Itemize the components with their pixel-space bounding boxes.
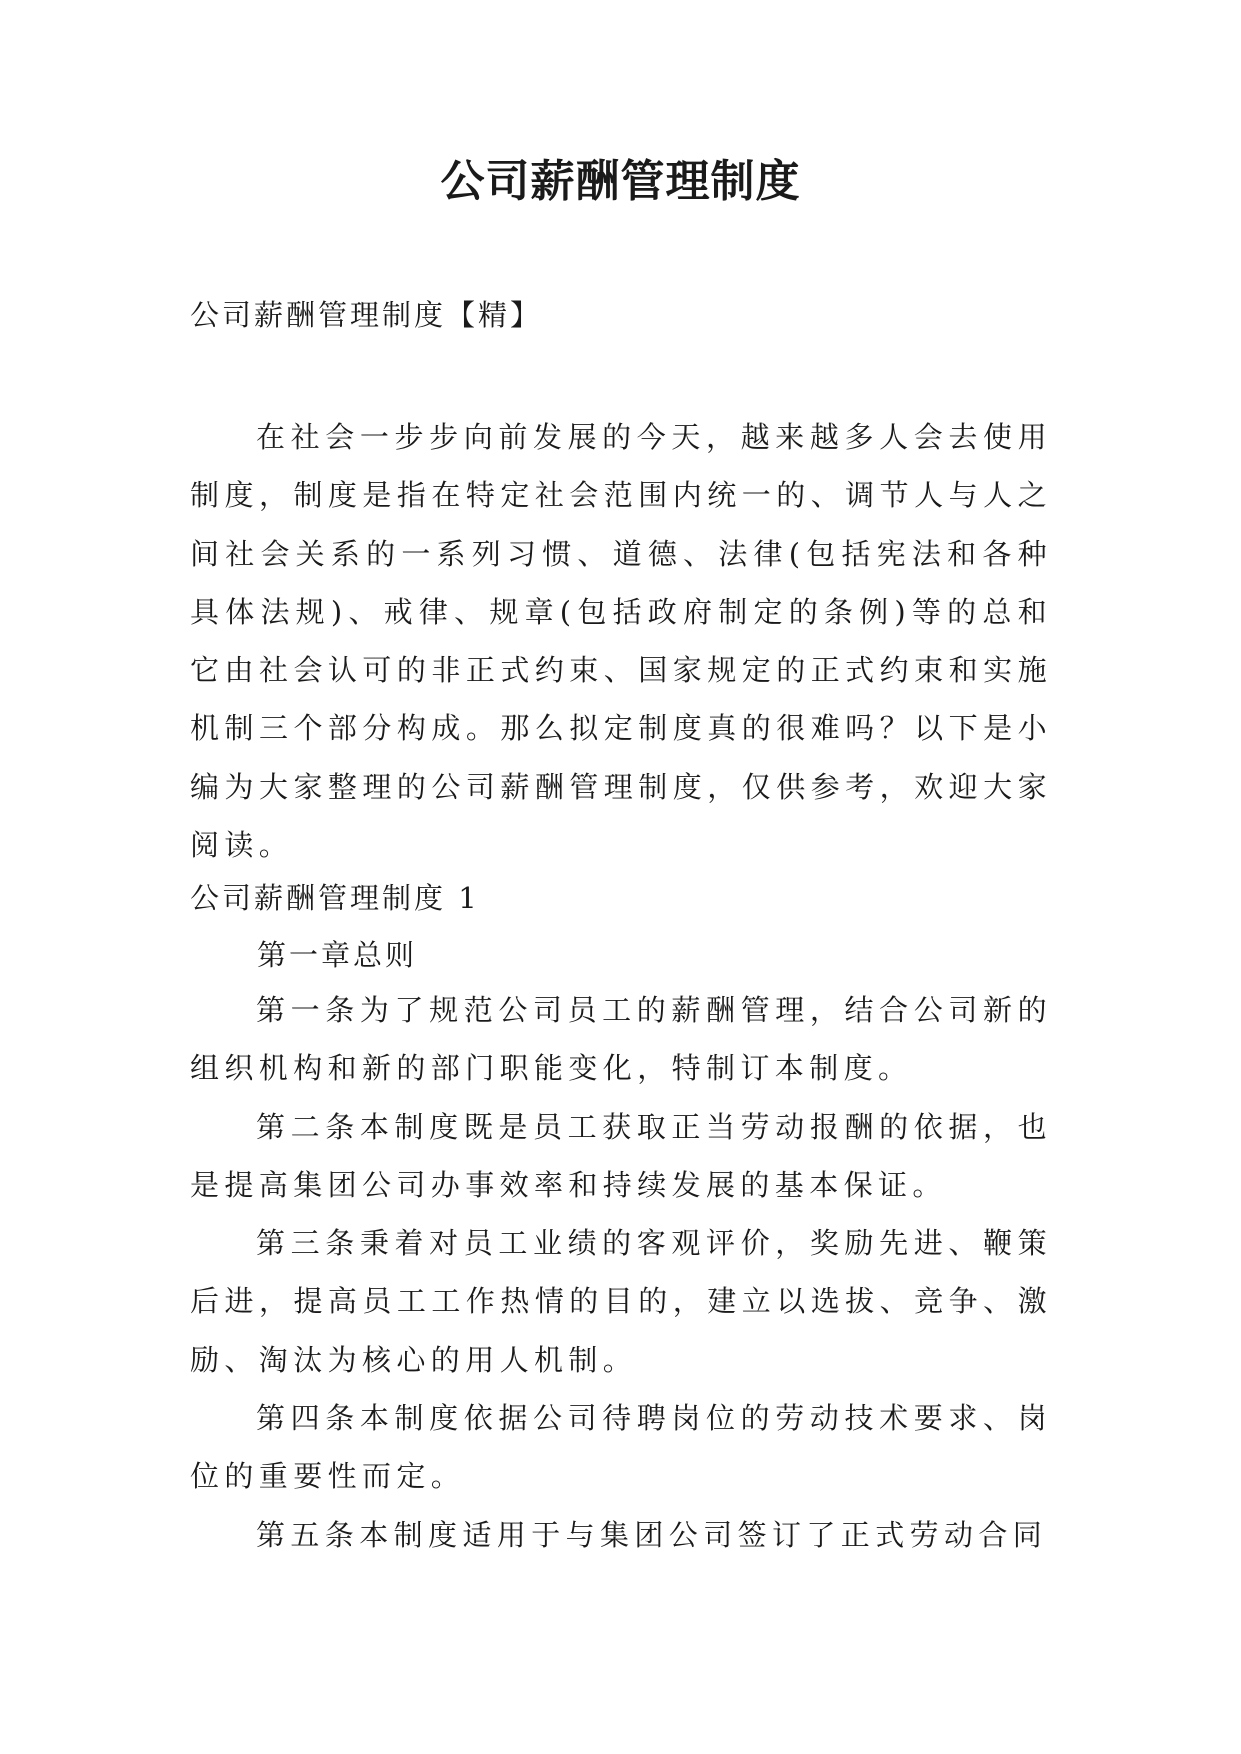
chapter-heading: 第一章总则 xyxy=(257,938,418,972)
document-subtitle: 公司薪酬管理制度【精】 xyxy=(190,298,543,332)
intro-paragraph: 在社会一步步向前发展的今天，越来越多人会去使用制度，制度是指在特定社会范围内统一的、调节人与人之间社会关系的一系列习惯、道德、法律(包括宪法和各种具体法规)、戒律、规章(包括政府制定的条例)等的总和它由社会认可的非正式约束、国家规定的正式约束和实施机制三个部分构成。那么拟定制度真的很难吗？以下是小编为大家整理的公司薪酬管理制度，仅供参考，欢迎大家阅读。 xyxy=(190,420,1052,863)
article-4: 第四条本制度依据公司待聘岗位的劳动技术要求、岗位的重要性而定。 xyxy=(190,1401,1052,1494)
article-list xyxy=(190,981,1052,1564)
article-3: 第三条秉着对员工业绩的客观评价，奖励先进、鞭策后进，提高员工工作热情的目的，建立以选拔、竞争、激励、淘汰为核心的用人机制。 xyxy=(190,1226,1052,1377)
article-2: 第二条本制度既是员工获取正当劳动报酬的依据，也是提高集团公司办事效率和持续发展的基本保证。 xyxy=(190,1109,1052,1202)
article-5: 第五条本制度适用于与集团公司签订了正式劳动合同 xyxy=(256,1517,1048,1552)
section-heading: 公司薪酬管理制度 1 xyxy=(190,881,480,915)
article-1: 第一条为了规范公司员工的薪酬管理，结合公司新的组织机构和新的部门职能变化，特制订本制度。 xyxy=(190,993,1052,1086)
document-title: 公司薪酬管理制度 xyxy=(440,156,801,207)
